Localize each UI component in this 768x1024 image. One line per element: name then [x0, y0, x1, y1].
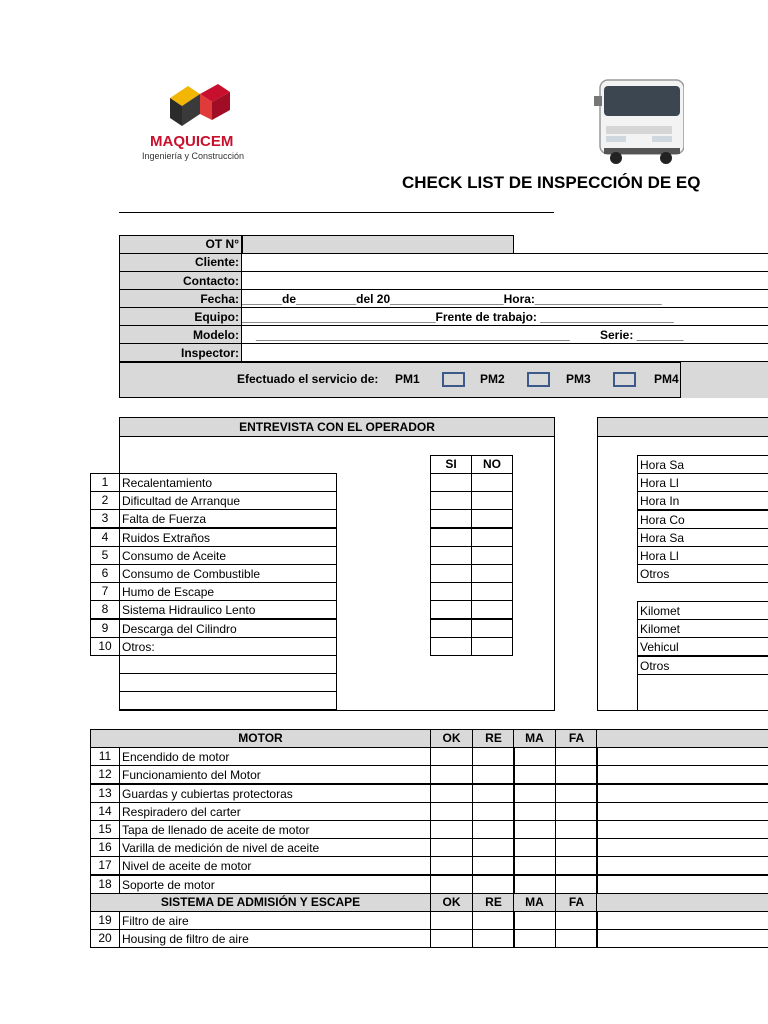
- motor-col-re: RE: [472, 729, 515, 748]
- rating-cell-ok[interactable]: [430, 856, 473, 875]
- si-checkbox-cell[interactable]: [430, 637, 472, 656]
- admision-title: SISTEMA DE ADMISIÓN Y ESCAPE: [90, 893, 431, 912]
- rating-cell-fa[interactable]: [555, 856, 598, 875]
- rating-cell-ma[interactable]: [513, 802, 556, 821]
- item-label: Consumo de Combustible: [119, 564, 337, 583]
- observation-cell[interactable]: [596, 838, 768, 857]
- item-number: 17: [90, 856, 120, 875]
- item-number: 19: [90, 911, 120, 930]
- observation-cell[interactable]: [596, 747, 768, 766]
- hours-item: Hora Ll: [637, 546, 768, 565]
- item-label: Dificultad de Arranque: [119, 491, 337, 510]
- rating-cell-ok[interactable]: [430, 911, 473, 930]
- rating-cell-ma[interactable]: [513, 856, 556, 875]
- vehicle-item: Kilomet: [637, 601, 768, 620]
- rating-cell-re[interactable]: [472, 929, 515, 948]
- item-number: 18: [90, 875, 120, 894]
- item-number: 14: [90, 802, 120, 821]
- observation-cell[interactable]: [596, 802, 768, 821]
- rating-cell-re[interactable]: [472, 820, 515, 839]
- rating-cell-fa[interactable]: [555, 929, 598, 948]
- observation-cell[interactable]: [596, 820, 768, 839]
- item-number: 4: [90, 528, 120, 547]
- item-number: 10: [90, 637, 120, 656]
- otros-line-cell[interactable]: [119, 691, 337, 710]
- pm4-label: PM4: [654, 372, 679, 386]
- observation-cell[interactable]: [596, 765, 768, 784]
- item-number: 3: [90, 509, 120, 528]
- page-title: CHECK LIST DE INSPECCIÓN DE EQ: [402, 173, 701, 192]
- item-label: Varilla de medición de nivel de aceite: [119, 838, 431, 857]
- rating-cell-fa[interactable]: [555, 802, 598, 821]
- rating-cell-fa[interactable]: [555, 784, 598, 803]
- si-checkbox-cell[interactable]: [430, 528, 472, 547]
- rating-cell-fa[interactable]: [555, 820, 598, 839]
- item-label: Falta de Fuerza: [119, 509, 337, 528]
- rating-cell-ok[interactable]: [430, 784, 473, 803]
- rating-cell-ok[interactable]: [430, 838, 473, 857]
- rating-cell-ok[interactable]: [430, 747, 473, 766]
- pm2-label: PM2: [480, 372, 505, 386]
- pm3-checkbox[interactable]: [613, 372, 636, 387]
- hours-item: Hora In: [637, 491, 768, 510]
- hours-item: Otros: [637, 564, 768, 583]
- item-number: 2: [90, 491, 120, 510]
- hours-item: Hora Co: [637, 510, 768, 529]
- rating-cell-fa[interactable]: [555, 875, 598, 894]
- si-checkbox-cell[interactable]: [430, 564, 472, 583]
- item-label: Ruidos Extraños: [119, 528, 337, 547]
- vehicle-item: Vehicul: [637, 637, 768, 656]
- no-header: NO: [471, 455, 513, 474]
- item-number: 9: [90, 619, 120, 638]
- rating-cell-re[interactable]: [472, 802, 515, 821]
- rating-cell-ma[interactable]: [513, 911, 556, 930]
- rating-cell-ma[interactable]: [513, 875, 556, 894]
- rating-cell-ok[interactable]: [430, 875, 473, 894]
- item-label: Filtro de aire: [119, 911, 431, 930]
- rating-cell-ok[interactable]: [430, 820, 473, 839]
- rating-cell-re[interactable]: [472, 856, 515, 875]
- item-label: Soporte de motor: [119, 875, 431, 894]
- rating-cell-ok[interactable]: [430, 765, 473, 784]
- si-checkbox-cell[interactable]: [430, 582, 472, 601]
- cliente-field[interactable]: [242, 253, 768, 272]
- modelo-label: Modelo:: [193, 328, 239, 342]
- no-checkbox-cell[interactable]: [471, 509, 513, 528]
- motor-col-fa: FA: [555, 729, 598, 748]
- si-header: SI: [430, 455, 472, 474]
- rating-cell-fa[interactable]: [555, 911, 598, 930]
- rating-cell-ma[interactable]: [513, 838, 556, 857]
- rating-cell-re[interactable]: [472, 911, 515, 930]
- maquicem-logo-mark: [160, 80, 240, 138]
- rating-cell-fa[interactable]: [555, 747, 598, 766]
- item-label: Consumo de Aceite: [119, 546, 337, 565]
- item-label: Otros:: [119, 637, 337, 656]
- company-logo: [160, 80, 240, 138]
- observation-cell[interactable]: [596, 875, 768, 894]
- no-checkbox-cell[interactable]: [471, 600, 513, 619]
- item-label: Housing de filtro de aire: [119, 929, 431, 948]
- item-label: Recalentamiento: [119, 473, 337, 492]
- item-number: 5: [90, 546, 120, 565]
- rating-cell-re[interactable]: [472, 838, 515, 857]
- admision-title-extra: [596, 893, 768, 912]
- hours-item: Hora Sa: [637, 455, 768, 474]
- pm1-label: PM1: [395, 372, 420, 386]
- item-label: Respiradero del carter: [119, 802, 431, 821]
- equipo-label: Equipo:: [194, 310, 239, 324]
- rating-cell-ma[interactable]: [513, 820, 556, 839]
- motor-col-ok: OK: [430, 729, 473, 748]
- no-checkbox-cell[interactable]: [471, 473, 513, 492]
- rating-cell-ma[interactable]: [513, 784, 556, 803]
- rating-cell-re[interactable]: [472, 765, 515, 784]
- title-underline: [119, 212, 554, 213]
- si-checkbox-cell[interactable]: [430, 509, 472, 528]
- rating-cell-ma[interactable]: [513, 747, 556, 766]
- admision-col-ma: MA: [513, 893, 556, 912]
- rating-cell-re[interactable]: [472, 784, 515, 803]
- motor-title-extra: [596, 729, 768, 748]
- vehicle-notes-cell[interactable]: [637, 674, 768, 711]
- rating-cell-fa[interactable]: [555, 765, 598, 784]
- si-checkbox-cell[interactable]: [430, 619, 472, 638]
- item-number: 7: [90, 582, 120, 601]
- contacto-label: Contacto:: [183, 274, 239, 288]
- inspector-field[interactable]: [242, 343, 768, 362]
- admision-col-fa: FA: [555, 893, 598, 912]
- item-number: 20: [90, 929, 120, 948]
- fecha-line[interactable]: ______de_________del 20_________________Hora:___________________: [242, 292, 662, 306]
- si-checkbox-cell[interactable]: [430, 546, 472, 565]
- pm1-checkbox[interactable]: [442, 372, 465, 387]
- pm3-label: PM3: [566, 372, 591, 386]
- ot-label: OT N°: [205, 237, 239, 251]
- item-label: Humo de Escape: [119, 582, 337, 601]
- rating-cell-re[interactable]: [472, 747, 515, 766]
- item-label: Sistema Hidraulico Lento: [119, 600, 337, 619]
- no-checkbox-cell[interactable]: [471, 528, 513, 547]
- rating-cell-fa[interactable]: [555, 838, 598, 857]
- pm2-checkbox[interactable]: [527, 372, 550, 387]
- equipo-line[interactable]: _____________________________Frente de trabajo: ____________________: [242, 310, 674, 324]
- admision-col-ok: OK: [430, 893, 473, 912]
- hours-item: Hora Sa: [637, 528, 768, 547]
- item-label: Tapa de llenado de aceite de motor: [119, 820, 431, 839]
- item-label: Funcionamiento del Motor: [119, 765, 431, 784]
- otros-line-cell[interactable]: [119, 655, 337, 674]
- item-number: 6: [90, 564, 120, 583]
- company-name: MAQUICEM: [150, 133, 234, 150]
- no-checkbox-cell[interactable]: [471, 619, 513, 638]
- observation-cell[interactable]: [596, 929, 768, 948]
- vehicle-item: Otros: [637, 656, 768, 675]
- motor-title: MOTOR: [90, 729, 431, 748]
- otros-line-cell[interactable]: [119, 673, 337, 692]
- no-checkbox-cell[interactable]: [471, 637, 513, 656]
- hours-item: Hora Ll: [637, 473, 768, 492]
- no-checkbox-cell[interactable]: [471, 491, 513, 510]
- item-label: Encendido de motor: [119, 747, 431, 766]
- hours-box-title: [597, 417, 768, 437]
- bus-image: [594, 74, 684, 166]
- rating-cell-re[interactable]: [472, 875, 515, 894]
- fecha-label: Fecha:: [200, 292, 239, 306]
- item-number: 12: [90, 765, 120, 784]
- observation-cell[interactable]: [596, 911, 768, 930]
- vehicle-item: Kilomet: [637, 619, 768, 638]
- contacto-field[interactable]: [242, 271, 768, 290]
- rating-cell-ok[interactable]: [430, 929, 473, 948]
- no-checkbox-cell[interactable]: [471, 546, 513, 565]
- rating-cell-ma[interactable]: [513, 929, 556, 948]
- no-checkbox-cell[interactable]: [471, 564, 513, 583]
- ot-field[interactable]: [242, 235, 514, 254]
- item-number: 16: [90, 838, 120, 857]
- item-label: Guardas y cubiertas protectoras: [119, 784, 431, 803]
- modelo-line[interactable]: _______________________________________________: [256, 328, 570, 342]
- item-label: Nivel de aceite de motor: [119, 856, 431, 875]
- si-checkbox-cell[interactable]: [430, 473, 472, 492]
- admision-col-re: RE: [472, 893, 515, 912]
- si-checkbox-cell[interactable]: [430, 491, 472, 510]
- inspector-label: Inspector:: [180, 346, 239, 360]
- item-number: 15: [90, 820, 120, 839]
- observation-cell[interactable]: [596, 856, 768, 875]
- motor-col-ma: MA: [513, 729, 556, 748]
- serie-line[interactable]: Serie: _______: [600, 328, 684, 342]
- item-number: 8: [90, 600, 120, 619]
- item-label: Descarga del Cilindro: [119, 619, 337, 638]
- no-checkbox-cell[interactable]: [471, 582, 513, 601]
- item-number: 1: [90, 473, 120, 492]
- rating-cell-ok[interactable]: [430, 802, 473, 821]
- service-label: Efectuado el servicio de:: [237, 372, 379, 386]
- si-checkbox-cell[interactable]: [430, 600, 472, 619]
- item-number: 11: [90, 747, 120, 766]
- interview-title: ENTREVISTA CON EL OPERADOR: [119, 417, 555, 437]
- company-tagline: Ingeniería y Construcción: [142, 151, 245, 161]
- cliente-label: Cliente:: [194, 255, 239, 269]
- observation-cell[interactable]: [596, 784, 768, 803]
- item-number: 13: [90, 784, 120, 803]
- rating-cell-ma[interactable]: [513, 765, 556, 784]
